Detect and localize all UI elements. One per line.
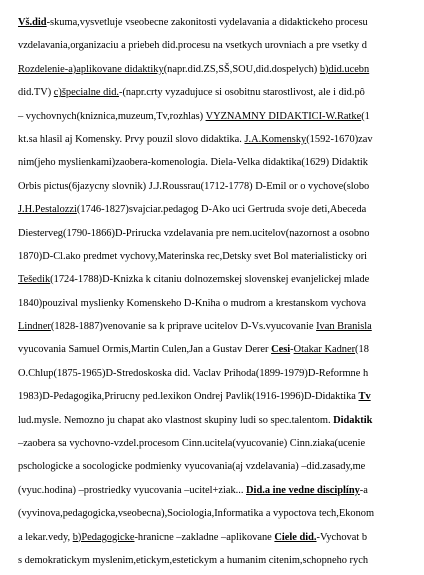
emphasized-text: c)špecialne did. — [53, 87, 119, 99]
text-line — [18, 37, 424, 60]
emphasized-text: Tv — [358, 391, 371, 403]
text-line — [18, 178, 424, 201]
document-page — [18, 14, 424, 566]
text-line — [18, 248, 424, 271]
text-run: -hranicne –zakladne –aplikovane — [134, 531, 275, 543]
text-run: 1840)pouzival myslienky Komenskeho D-Kniha o mudrom a krestanskom vychova — [18, 297, 367, 309]
text-line — [18, 271, 424, 294]
text-run: a lekar.vedy, — [18, 531, 73, 543]
emphasized-text: b)did.ucebn — [319, 63, 370, 75]
text-run: vyucovania Samuel Ormis,Martin Culen,Jan a Gustav Derer — [18, 344, 272, 356]
emphasized-text: Didaktik — [333, 414, 373, 426]
text-run: (1746-1827)svajciar.pedagog D-Ako uci Gertruda svoje deti,Abeceda — [76, 204, 367, 216]
text-run: - — [290, 344, 294, 356]
text-line — [18, 225, 424, 248]
text-run: Orbis pictus(6jazycny slovnik) J.J.Roussrau(1712-1778) D-Emil or o vychove(slobo — [18, 180, 370, 192]
emphasized-text: Rozdelenie-a)aplikovane didaktiky — [18, 63, 164, 75]
text-run: – vychovnych(kniznica,muzeum,Tv,rozhlas) — [18, 110, 206, 122]
emphasized-text: VYZNAMNY DIDAKTICI-W.Ratke — [205, 110, 362, 122]
text-run: did.TV) — [18, 87, 54, 99]
text-run: (18 — [355, 344, 369, 356]
text-run: s demokratickym myslenim,etickym,estetickym a humanim citenim,schopneho rych — [18, 554, 369, 566]
text-line — [18, 505, 424, 528]
text-line — [18, 388, 424, 411]
text-line — [18, 365, 424, 388]
text-line — [18, 84, 424, 107]
text-line — [18, 482, 424, 505]
text-run: O.Chlup(1875-1965)D-Stredoskoska did. Vaclav Prihoda(1899-1979)D-Reformne h — [18, 367, 369, 379]
text-run: -a — [359, 484, 368, 496]
emphasized-text: Ciele did. — [274, 531, 317, 543]
text-line — [18, 108, 424, 131]
text-run: (napr.did.ZS,SŠ,SOU,did.dospelych) — [163, 63, 320, 75]
text-run: lud.mysle. Nemozno ju chapat ako vlastnost skupiny ludi so spec.talentom. — [18, 414, 334, 426]
text-line — [18, 61, 424, 84]
text-line — [18, 201, 424, 224]
emphasized-text: Did.a ine vedne disciplíny — [246, 484, 360, 496]
emphasized-text: Lindner — [18, 321, 51, 333]
emphasized-text: b)Pedagogicke — [72, 531, 135, 543]
text-run: -(napr.crty vyzadujuce si osobitnu starostlivost, ale i did.pô — [119, 87, 365, 99]
text-run: pschologicke a socologicke podmienky vyucovania(aj vzdelavania) –did.zasady,me — [18, 461, 366, 473]
text-line — [18, 154, 424, 177]
text-line — [18, 412, 424, 435]
text-run: (1 — [361, 110, 370, 122]
text-line — [18, 552, 424, 575]
text-line — [18, 435, 424, 458]
text-run: 1870)D-Cl.ako predmet vychovy,Materinska rec,Detsky svet Bol materialisticky ori — [18, 250, 368, 262]
emphasized-text: Cesi — [271, 344, 291, 356]
emphasized-text: Vš.did — [18, 17, 47, 28]
text-run: (vyuc.hodina) –prostriedky vyucovania –ucitel+ziak... — [18, 484, 247, 496]
text-run: vzdelavania,organizaciu a priebeh did.procesu na vsetkych urovniach a pre vsetky d — [18, 40, 367, 52]
text-run: 1983)D-Pedagogika,Prirucny ped.lexikon Ondrej Pavlik(1916-1996)D-Didaktika — [18, 391, 359, 403]
text-run: Diesterveg(1790-1866)D-Prirucka vzdelavania pre nem.ucitelov(nazornost a osobno — [18, 227, 370, 239]
emphasized-text: Ivan Branisla — [316, 321, 372, 333]
text-line — [18, 14, 424, 37]
text-run: nim(jeho myslienkami)zaobera-komenologia. Diela-Velka didaktika(1629) Didaktik — [18, 157, 368, 169]
emphasized-text: Otakar Kadner — [293, 344, 356, 356]
emphasized-text: J.A.Komensky — [244, 133, 307, 145]
text-line — [18, 458, 424, 481]
text-run: -skuma,vysvetluje vseobecne zakonitosti vydelavania a didaktickeho procesu — [46, 17, 368, 28]
text-line — [18, 341, 424, 364]
text-run: –zaobera sa vychovno-vzdel.procesom Cinn.ucitela(vyucovanie) Cinn.ziaka(ucenie — [18, 438, 366, 450]
text-line — [18, 295, 424, 318]
text-line — [18, 131, 424, 154]
text-line — [18, 318, 424, 341]
text-run: (1724-1788)D-Knizka k citaniu dolnozemskej slovenskej evanjelickej mlade — [50, 274, 370, 286]
emphasized-text: J.H.Pestalozzi — [18, 204, 77, 216]
emphasized-text: Tešedik — [18, 274, 51, 286]
text-run: (vyvinova,pedagogicka,vseobecna),Sociologia,Informatika a vypoctova tech,Ekonom — [18, 508, 375, 520]
text-run: kt.sa hlasil aj Komensky. Prvy pouzil slovo didaktika. — [18, 133, 245, 145]
text-run: -Vychovat b — [316, 531, 368, 543]
text-line — [18, 529, 424, 552]
text-run: (1828-1887)venovanie sa k priprave ucitelov D-Vs.vyucovanie — [50, 321, 317, 333]
text-run: (1592-1670)zav — [306, 133, 373, 145]
